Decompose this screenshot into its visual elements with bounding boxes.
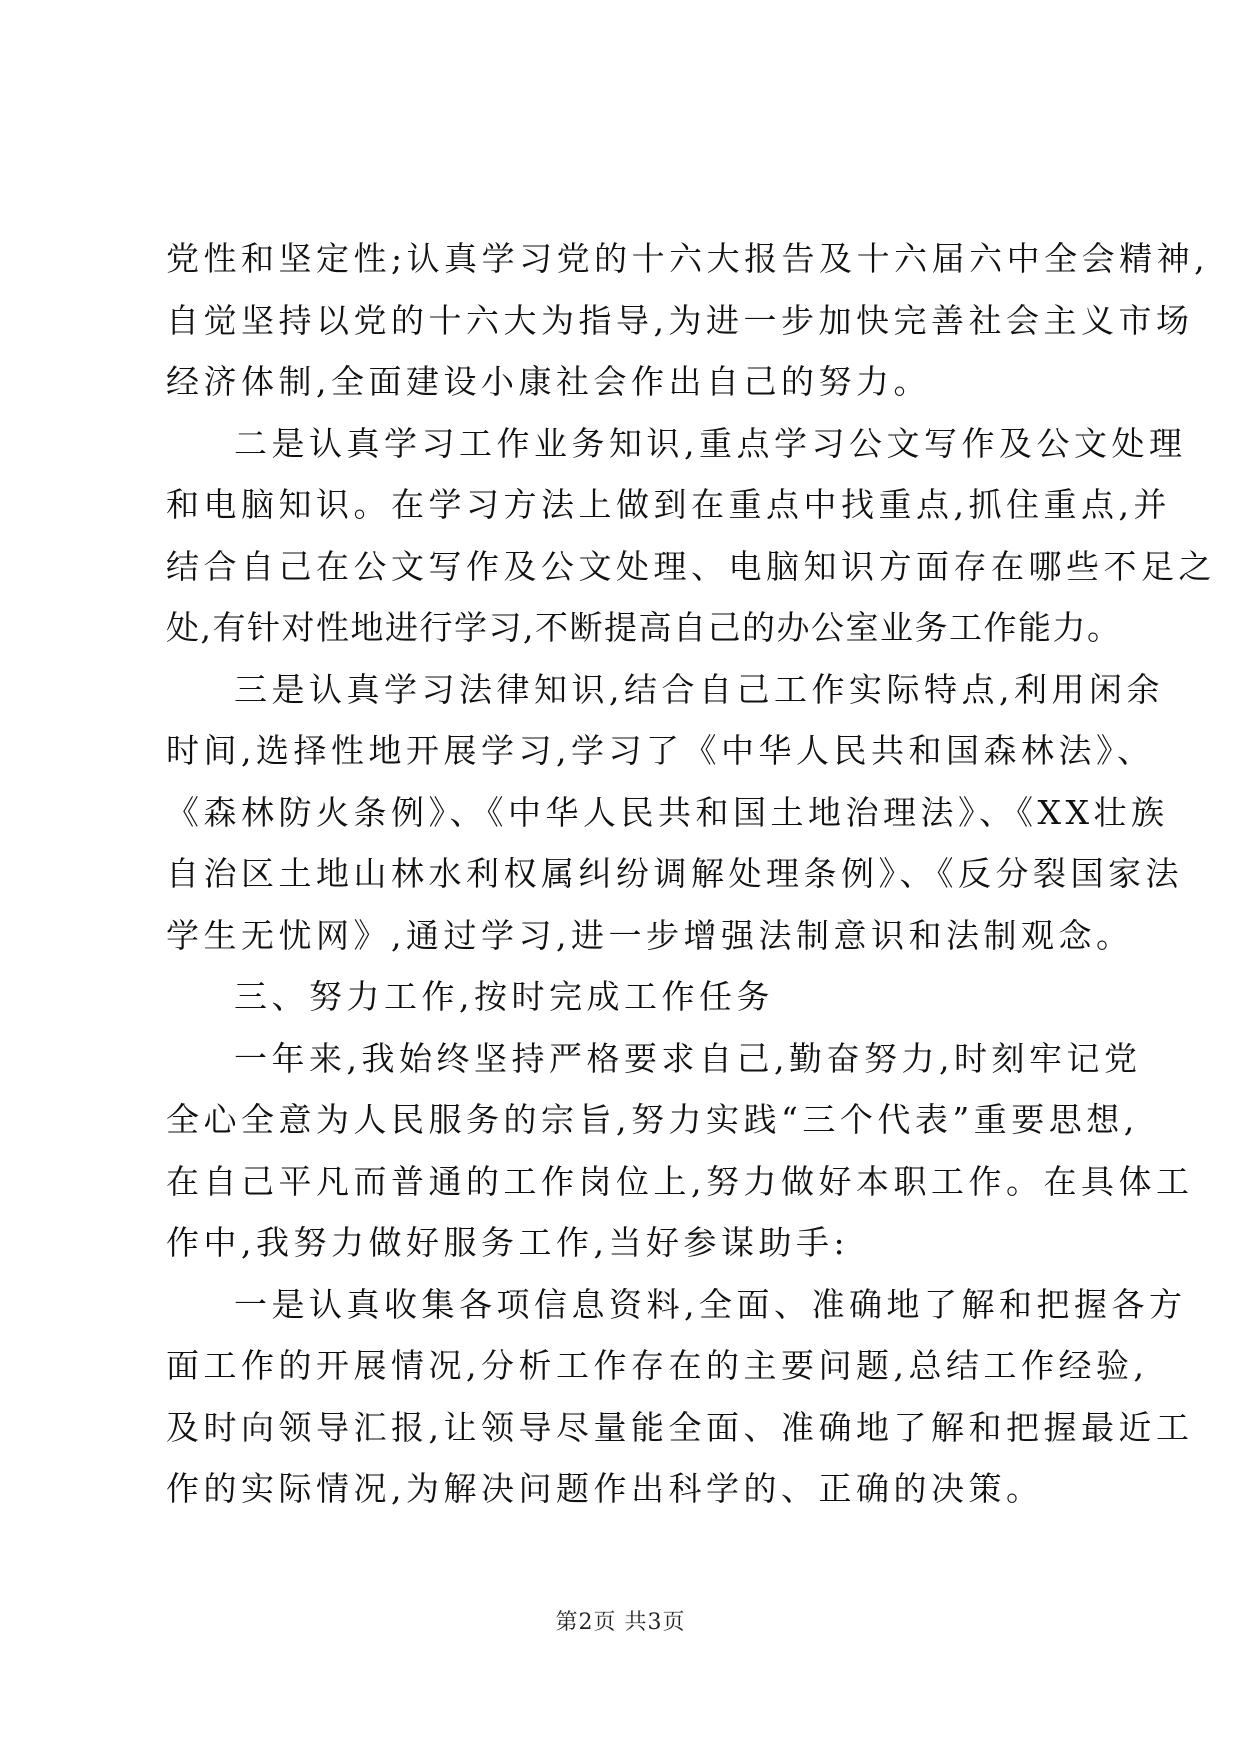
text-line: 学生无忧网》,通过学习,进一步增强法制意识和法制观念。 bbox=[166, 915, 1134, 955]
text-line: 经济体制,全面建设小康社会作出自己的努力。 bbox=[166, 362, 931, 401]
text-line: 和电脑知识。在学习方法上做到在重点中找重点,抓住重点,并 bbox=[166, 485, 1171, 524]
document-body bbox=[166, 228, 1216, 1520]
text-line: 一年来,我始终坚持严格要求自己,勤奋努力,时刻牢记党 bbox=[234, 1038, 1142, 1078]
text-line: 及时向领导汇报,让领导尽量能全面、准确地了解和把握最近工 bbox=[166, 1407, 1194, 1447]
text-line: 在自己平凡而普通的工作岗位上,努力做好本职工作。在具体工 bbox=[166, 1161, 1194, 1201]
text-line: 一是认真收集各项信息资料,全面、准确地了解和把握各方 bbox=[234, 1284, 1187, 1324]
text-line: 面工作的开展情况,分析工作存在的主要问题,总结工作经验, bbox=[166, 1346, 1149, 1385]
text-line: 作的实际情况,为解决问题作出科学的、正确的决策。 bbox=[166, 1469, 1044, 1508]
text-line: 《森林防火条例》、《中华人民共和国土地治理法》、《XX壮族 bbox=[166, 792, 1169, 832]
text-line: 自治区土地山林水利权属纠纷调解处理条例》、《反分裂国家法 bbox=[166, 854, 1183, 893]
text-line: 时间,选择性地开展学习,学习了《中华人民共和国森林法》、 bbox=[166, 731, 1155, 770]
text-line: 三是认真学习法律知识,结合自己工作实际特点,利用闲余 bbox=[234, 669, 1164, 709]
text-line: 作中,我努力做好服务工作,当好参谋助手: bbox=[166, 1223, 850, 1262]
text-line: 自觉坚持以党的十六大为指导,为进一步加快完善社会主义市场 bbox=[166, 300, 1194, 340]
text-line: 党性和坚定性;认真学习党的十六大报告及十六届六中全会精神, bbox=[166, 239, 1210, 278]
text-line: 三、努力工作,按时完成工作任务 bbox=[234, 977, 774, 1016]
text-line: 处,有针对性地进行学习,不断提高自己的办公室业务工作能力。 bbox=[166, 608, 1122, 647]
text-line: 二是认真学习工作业务知识,重点学习公文写作及公文处理 bbox=[234, 423, 1187, 463]
text-line: 全心全意为人民服务的宗旨,努力实践“三个代表”重要思想, bbox=[166, 1100, 1139, 1139]
page-footer: 第2页 共3页 bbox=[555, 1610, 686, 1635]
text-line: 结合自己在公文写作及公文处理、电脑知识方面存在哪些不足之 bbox=[166, 546, 1216, 586]
